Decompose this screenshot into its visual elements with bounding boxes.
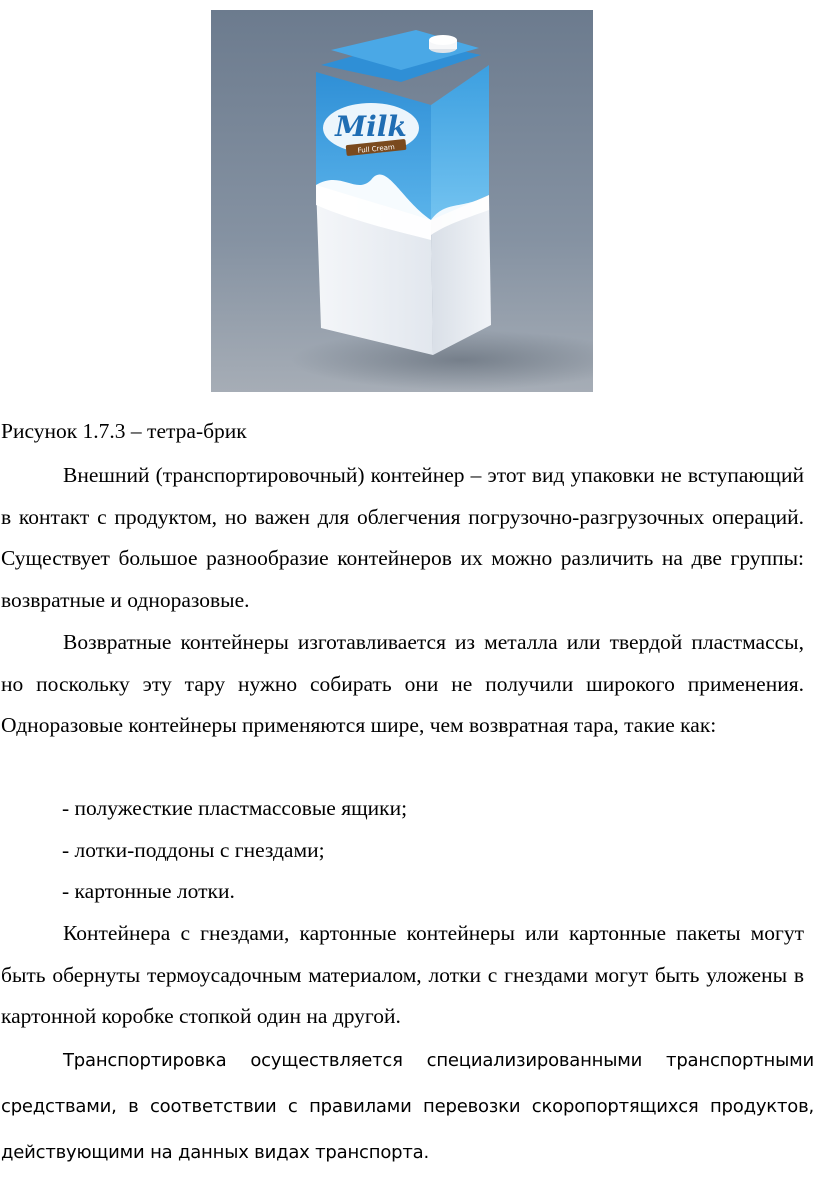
list-item: - полужесткие пластмассовые ящики; [62, 796, 408, 820]
list-item: - лотки-поддоны с гнездами; [62, 838, 325, 862]
list-item: - картонные лотки. [62, 879, 235, 903]
paragraph-returnable-containers: Возвратные контейнеры изготавливается из металла или твердой пластмассы, но поскольку эту тару нужно собирать они не получили широкого применения. Одноразовые контейнеры применяются шире, чем возвратная тара, такие как: [1, 630, 804, 737]
logo-subtext: Full Cream [357, 143, 396, 155]
figure-caption: Рисунок 1.7.3 – тетра-брик [1, 419, 247, 443]
milk-carton-photo [211, 10, 593, 392]
paragraph-outer-container: Внешний (транспортировочный) контейнер – этот вид упаковки не вступающий в контакт с продуктом, но важен для облегчения погрузочно-разгрузочных операций. Существует большое разнообразие контейнеров их можно различить на две группы: возвратные и одноразовые. [1, 463, 804, 612]
logo-text: Milk [335, 110, 407, 143]
paragraph-nested-containers: Контейнера с гнездами, картонные контейнеры или картонные пакеты могут быть обернуты термоусадочным материалом, лотки с гнездами могут быть уложены в картонной коробке стопкой один на другой. [1, 921, 804, 1028]
paragraph-transportation: Транспортировка осуществляется специализированными транспортными средствами, в соответствии с правилами перевозки скоропортящихся продуктов, действующими на данных видах транспорта. [1, 1050, 814, 1163]
